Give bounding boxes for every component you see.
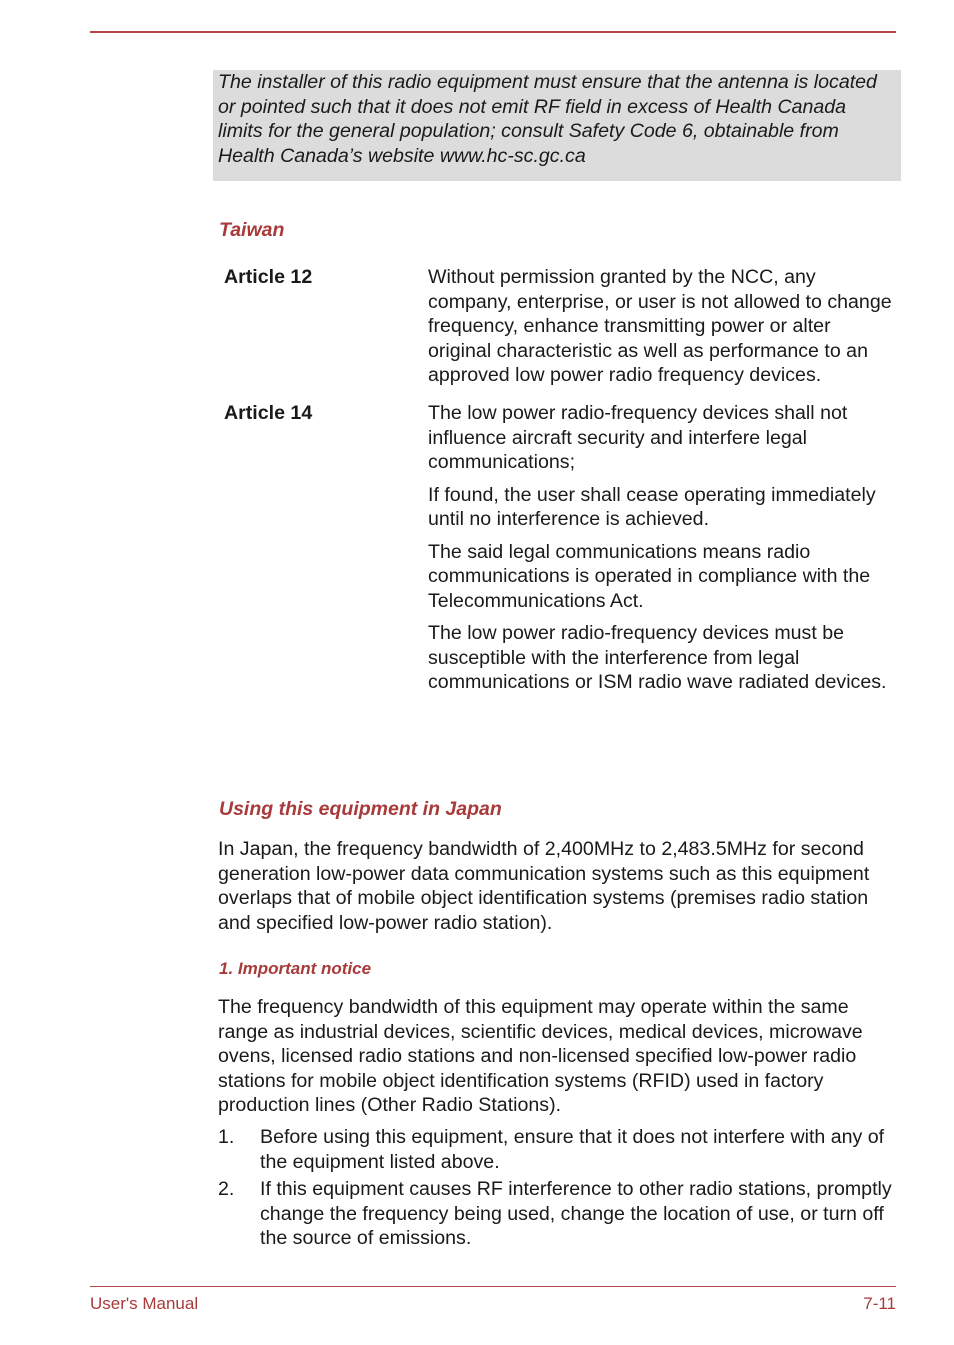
article-paragraph: Without permission granted by the NCC, any company, enterprise, or user is not allowed to change frequency, enhance transmitting power or alter original characteristic as well as performance to an approved low power radio frequency devices. [428, 266, 892, 386]
article-body [428, 401, 898, 703]
list-item [218, 1125, 898, 1174]
note-box [213, 70, 901, 181]
notice-list [218, 1125, 898, 1254]
subsection-heading-important-notice: 1. Important notice [219, 959, 372, 978]
section-heading-japan: Using this equipment in Japan [219, 798, 502, 820]
notice-paragraph: The frequency bandwidth of this equipment may operate within the same range as industrial devices, scientific devices, medical devices, microwave ovens, licensed radio stations and non-licensed specified low-power radio stations for mobile object identification systems (RFID) used in factory production lines (Other Radio Stations). [218, 996, 863, 1116]
footer-manual-title: User's Manual [90, 1294, 199, 1313]
list-text: Before using this equipment, ensure that it does not interfere with any of the equipment listed above. [260, 1126, 885, 1173]
article-paragraph: The said legal communications means radio communications is operated in compliance with the Telecommunications Act. [428, 540, 871, 612]
list-number: 1. [218, 1126, 235, 1148]
footer-page-number: 7-11 [863, 1294, 896, 1313]
list-item [218, 1177, 898, 1251]
article-label: Article 12 [224, 266, 313, 288]
note-text: The installer of this radio equipment must ensure that the antenna is located or pointed such that it does not emit RF field in excess of Health Canada limits for the general population; consult Safety Code 6, obtainable from Health Canada’s website www.hc-sc.gc.ca [218, 71, 877, 167]
article-paragraph: The low power radio-frequency devices shall not influence aircraft security and interfere legal communications; [428, 402, 848, 473]
header-rule [90, 31, 896, 33]
list-number: 2. [218, 1178, 235, 1200]
footer-rule [90, 1286, 896, 1287]
article-paragraph: If found, the user shall cease operating immediately until no interference is achieved. [428, 483, 876, 530]
list-text: If this equipment causes RF interference to other radio stations, promptly change the frequency being used, change the location of use, or turn off the source of emissions. [260, 1178, 892, 1249]
section-heading-taiwan: Taiwan [219, 219, 285, 241]
article-paragraph: The low power radio-frequency devices must be susceptible with the interference from legal communications or ISM radio wave radiated devices. [428, 622, 887, 693]
article-body [428, 265, 898, 396]
article-label: Article 14 [224, 402, 313, 424]
japan-paragraph: In Japan, the frequency bandwidth of 2,400MHz to 2,483.5MHz for second generation low-power data communication systems such as this equipment overlaps that of mobile object identification systems (premises radio station and specified low-power radio station). [218, 838, 870, 934]
